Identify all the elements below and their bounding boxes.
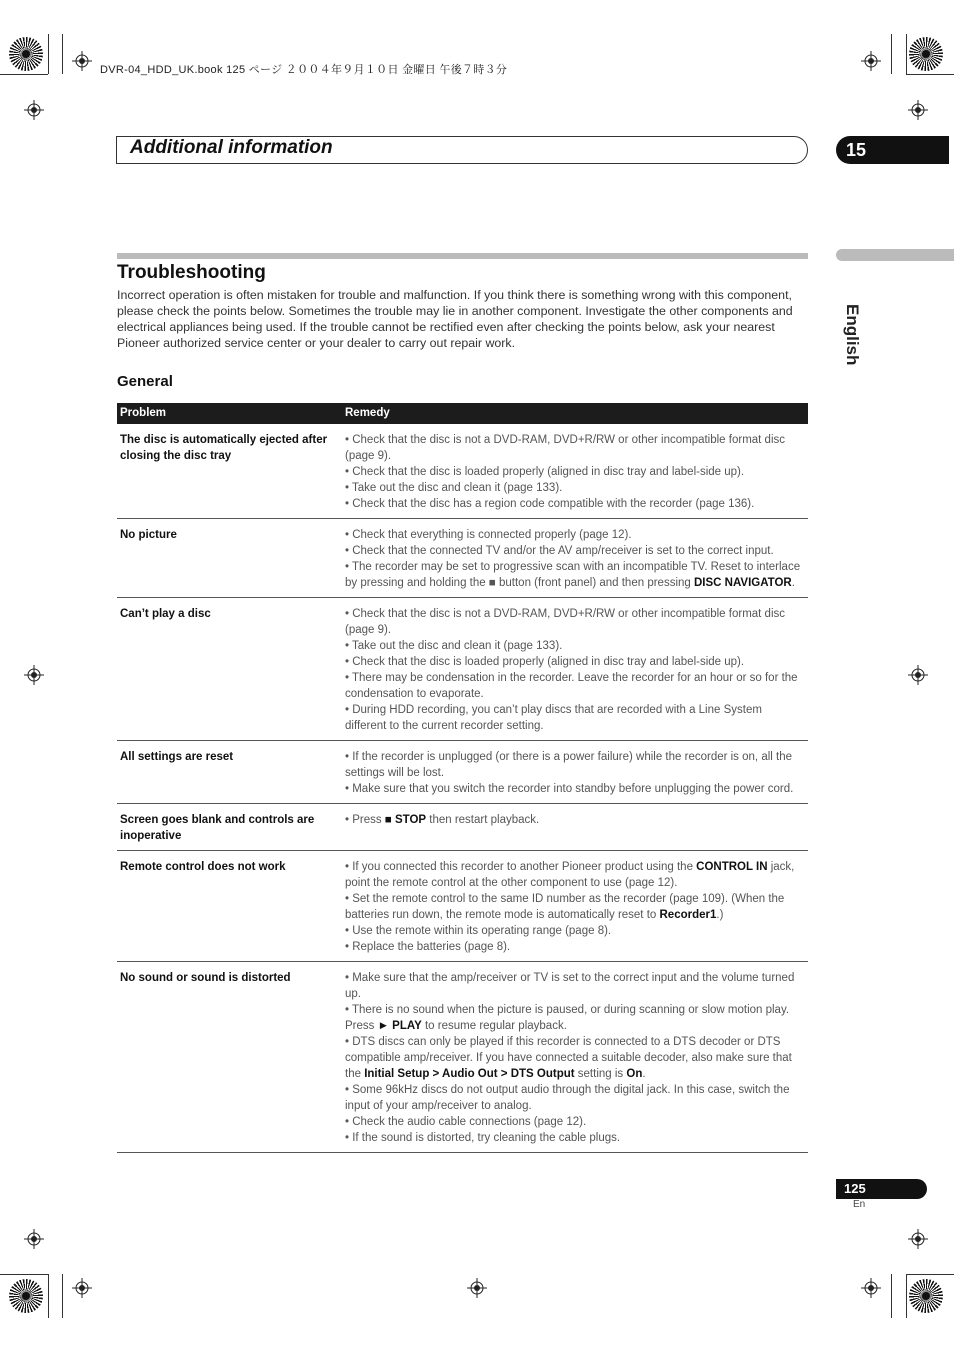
remedy-item: • Check that everything is connected properly (page 12). [345,529,632,541]
remedy-item: • Take out the disc and clean it (page 133). [345,640,563,652]
problem-cell: Remote control does not work [117,851,342,962]
sunburst-mark-icon [9,1279,43,1313]
remedy-item: • Check that the disc is not a DVD-RAM, DVD+R/RW or other incompatible format disc (page 9). [345,608,786,636]
remedy-cell [342,962,808,1153]
subsection-title: General [117,373,173,390]
remedy-item: • Set the remote control to the same ID number as the recorder (page 109). (When the batteries run down, the remote mode is automatically reset to Recorder1.) [345,893,785,921]
remedy-item: • There is no sound when the picture is paused, or during scanning or slow motion play. Press ► PLAY to resume regular playback. [345,1004,790,1032]
sunburst-mark-icon [909,1279,943,1313]
section-rule [117,253,808,259]
remedy-item: • The recorder may be set to progressive scan with an incompatible TV. Reset to interlace by pressing and holding the ■ button (front panel) and then pressing DISC NAVIGATOR. [345,561,801,589]
remedy-item: • Press ■ STOP then restart playback. [345,814,540,826]
problem-cell: The disc is automatically ejected after closing the disc tray [117,424,342,519]
remedy-item: • Use the remote within its operating range (page 8). [345,925,612,937]
column-header-remedy: Remedy [342,403,808,424]
remedy-item: • Make sure that you switch the recorder into standby before unplugging the power cord. [345,783,794,795]
remedy-cell [342,851,808,962]
chapter-title: Additional information [130,137,333,158]
remedy-item: • During HDD recording, you can’t play discs that are recorded with a Line System different to the current recorder setting. [345,704,762,732]
page-number: 125 [836,1179,927,1199]
remedy-item: • Check that the connected TV and/or the AV amp/receiver is set to the correct input. [345,545,774,557]
remedy-item: • There may be condensation in the recorder. Leave the recorder for an hour or so for the condensation to evaporate. [345,672,798,700]
table-row [117,741,808,804]
registration-mark-icon [908,100,928,120]
table-row [117,519,808,598]
registration-mark-icon [908,665,928,685]
registration-mark-icon [24,665,44,685]
registration-mark-icon [72,51,92,71]
page-language: En [853,1199,866,1210]
sunburst-mark-icon [9,37,43,71]
remedy-item: • DTS discs can only be played if this recorder is connected to a DTS decoder or DTS compatible amp/receiver. If you have connected a suitable decoder, also make sure that the Initial Setup > Audio Out > DTS Output setting is On. [345,1036,792,1080]
remedy-item: • Check that the disc has a region code compatible with the recorder (page 136). [345,498,755,510]
registration-mark-icon [72,1278,92,1298]
section-title: Troubleshooting [117,262,266,283]
remedy-cell [342,804,808,851]
remedy-item: • If the recorder is unplugged (or there is a power failure) while the recorder is on, all the settings will be lost. [345,751,793,779]
file-info: DVR-04_HDD_UK.book 125 ページ ２００４年９月１０日 金曜日 午後７時３分 [100,64,508,76]
problem-cell: No picture [117,519,342,598]
table-row [117,424,808,519]
sunburst-mark-icon [909,37,943,71]
problem-cell: No sound or sound is distorted [117,962,342,1153]
column-header-problem: Problem [117,403,342,424]
problem-cell: Screen goes blank and controls are inoperative [117,804,342,851]
remedy-item: • Check that the disc is loaded properly (aligned in disc tray and label-side up). [345,656,745,668]
registration-mark-icon [24,100,44,120]
table-header-row [117,403,808,424]
table-row [117,804,808,851]
remedy-cell [342,741,808,804]
remedy-item: • Make sure that the amp/receiver or TV is set to the correct input and the volume turned up. [345,972,795,1000]
registration-mark-icon [24,1229,44,1249]
problem-cell: All settings are reset [117,741,342,804]
remedy-item: • Take out the disc and clean it (page 133). [345,482,563,494]
remedy-item: • If the sound is distorted, try cleaning the cable plugs. [345,1132,621,1144]
troubleshooting-table [117,403,808,1153]
intro-paragraph: Incorrect operation is often mistaken for trouble and malfunction. If you think there is something wrong with this component, please check the points below. Sometimes the trouble may lie in another component. Investigate the other components and electrical appliances being used. If the trouble cannot be rectified even after checking the points below, ask your nearest Pioneer authorized service center or your dealer to carry out repair work. [117,288,793,350]
table-row [117,962,808,1153]
language-tab-label: English [843,304,862,366]
problem-cell: Can’t play a disc [117,598,342,741]
remedy-item: • Some 96kHz discs do not output audio through the digital jack. In this case, switch the input of your amp/receiver to analog. [345,1084,790,1112]
registration-mark-icon [467,1278,487,1298]
registration-mark-icon [861,1278,881,1298]
side-tab-bar [836,249,954,261]
table-row [117,851,808,962]
remedy-cell [342,424,808,519]
remedy-cell [342,519,808,598]
remedy-item: • If you connected this recorder to another Pioneer product using the CONTROL IN jack, point the remote control at the other component to use (page 12). [345,861,795,889]
remedy-item: • Check that the disc is not a DVD-RAM, DVD+R/RW or other incompatible format disc (page 9). [345,434,786,462]
remedy-cell [342,598,808,741]
chapter-number: 15 [836,136,949,164]
remedy-item: • Check the audio cable connections (page 12). [345,1116,587,1128]
registration-mark-icon [861,51,881,71]
remedy-item: • Replace the batteries (page 8). [345,941,511,953]
table-body [117,424,808,1153]
registration-mark-icon [908,1229,928,1249]
remedy-item: • Check that the disc is loaded properly (aligned in disc tray and label-side up). [345,466,745,478]
table-row [117,598,808,741]
